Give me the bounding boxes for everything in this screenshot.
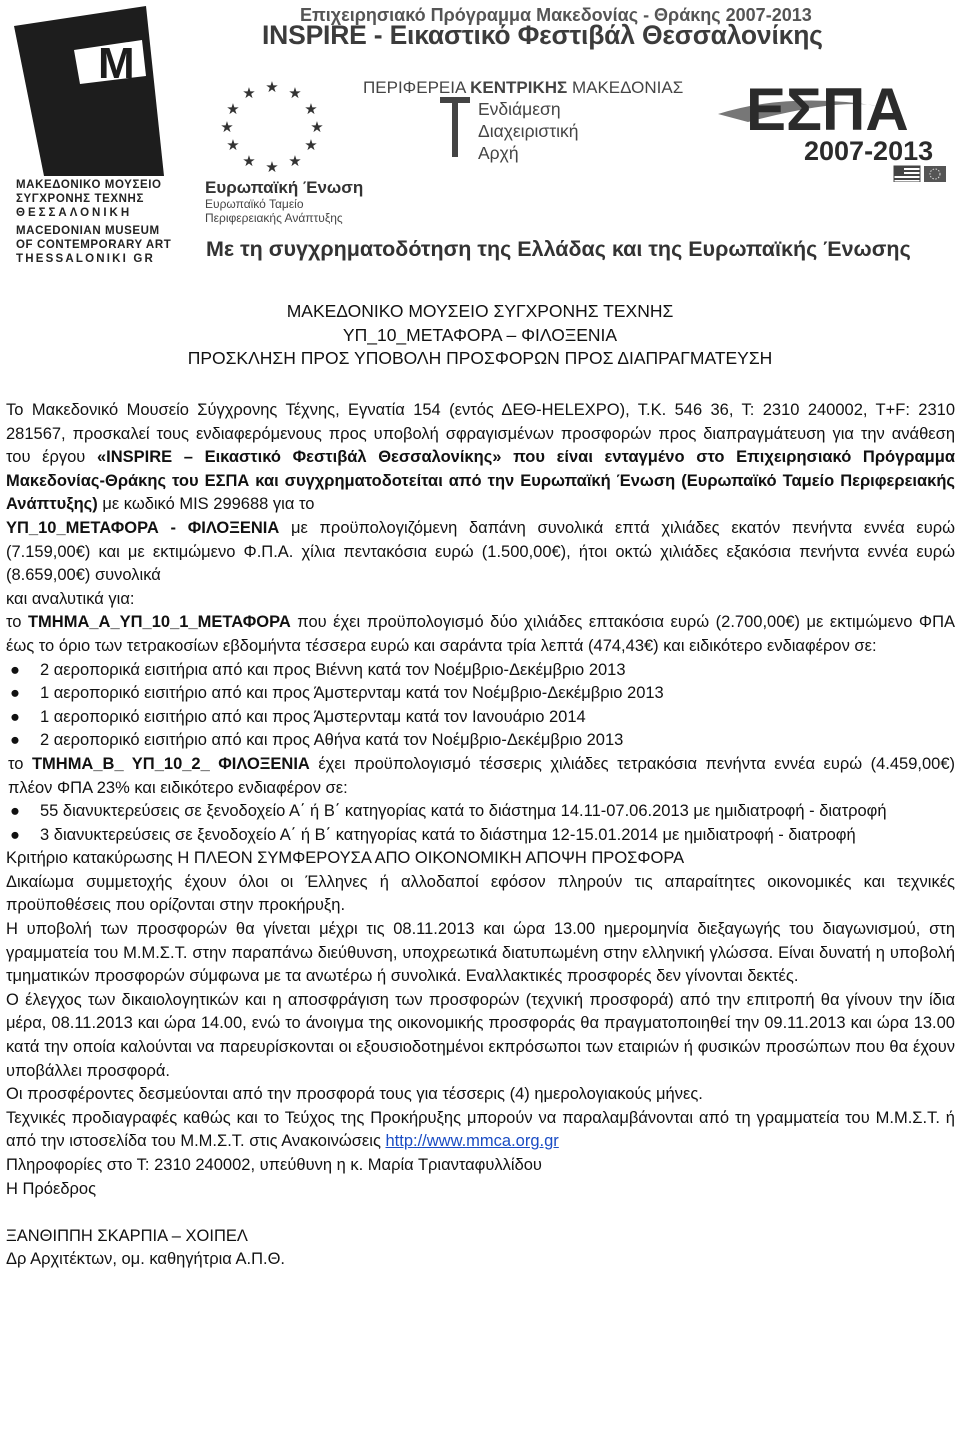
svg-text:★: ★: [226, 101, 240, 118]
eu-stars-icon: [207, 72, 337, 172]
museum-name-greek-line-1: ΜΑΚΕΔΟΝΙΚΟ ΜΟΥΣΕΙΟ: [16, 179, 162, 191]
svg-text:★: ★: [304, 137, 318, 154]
submission-paragraph: Η υποβολή των προσφορών θα γίνεται μέχρι τις 08.11.2013 και ώρα 13.00 ημερομηνία διεξαγωγής του διαγωνισμού, στη γραμματεία του Μ.Μ.Σ.Τ. στην παραπάνω διεύθυνση, υποχρεωτικά διατυπωμένη στην ελληνική γλώσσα. Είναι δυνατή η υποβολή τμηματικών προσφορών σύμφωνα με τα ανωτέρω ή συνολικά. Εναλλακτικές προσφορές δεν γίνονται δεκτές.: [6, 920, 955, 986]
svg-text:★: ★: [226, 137, 240, 154]
museum-name-english-line-1: MACEDONIAN MUSEUM: [16, 225, 160, 237]
bullet-icon: ●: [10, 707, 20, 726]
region-prefix: ΠΕΡΙΦΕΡΕΙΑ: [363, 78, 466, 97]
svg-text:★: ★: [265, 79, 279, 96]
list-item: [6, 706, 955, 730]
svg-text:★: ★: [220, 119, 234, 136]
greek-flag-icon: [894, 166, 920, 182]
part-a-prefix: το: [6, 613, 28, 632]
list-item-text: 2 αεροπορικό εισιτήριο από και προς Αθήνα κατά τον Νοέμβριο-Δεκέμβριο 2013: [40, 731, 624, 750]
spacer: [6, 1201, 955, 1225]
list-item: [6, 800, 955, 824]
authority-line-1: Ενδιάμεση: [478, 99, 561, 119]
svg-text:★: ★: [304, 101, 318, 118]
specs-text: Τεχνικές προδιαγραφές καθώς και το Τεύχος της Προκήρυξης μπορούν να παραλαμβάνονται από τη γραμματεία του Μ.Μ.Σ.Τ. ή από την ιστοσελίδα του Μ.Μ.Σ.Τ. στις Ανακοινώσεις: [6, 1108, 955, 1151]
list-item-text: 1 αεροπορικό εισιτήριο από και προς Άμστερνταμ κατά τον Ιανουάριο 2014: [40, 707, 586, 726]
list-item-text: 2 αεροπορικά εισιτήρια από και προς Βιέννη κατά τον Νοέμβριο-Δεκέμβριο 2013: [40, 660, 626, 679]
info-line: Πληροφορίες στο Τ: 2310 240002, υπεύθυνη η κ. Μαρία Τριανταφυλλίδου: [6, 1156, 542, 1174]
museum-name-greek-line-3: ΘΕΣΣΑΛΟΝΙΚΗ: [16, 207, 133, 219]
museum-name-greek-line-2: ΣΥΓΧΡΟΝΗΣ ΤΕΧΝΗΣ: [16, 193, 144, 205]
list-item: [6, 729, 955, 753]
list-item: [6, 682, 955, 706]
part-b-text: έχει προϋπολογισμό τέσσερις χιλιάδες τετρακόσια πενήντα εννέα ευρώ (4.459,00€) πλέον ΦΠΑ 23% και ειδικότερο ενδιαφέρον σε:: [8, 754, 956, 797]
bullet-icon: ●: [10, 684, 20, 703]
list-item-text: 55 διανυκτερεύσεις σε ξενοδοχείο Α΄ ή Β΄ κατηγορίας κατά το διάστημα 14.11-07.06.2013 με ημιδιατροφή - διατροφή: [40, 802, 887, 821]
region-name: [363, 76, 683, 100]
part-a-list: [6, 659, 955, 753]
bullet-icon: ●: [10, 825, 20, 844]
budget-paragraph: [6, 517, 955, 588]
intro-paragraph: [6, 399, 955, 517]
signer-name: ΞΑΝΘΙΠΠΗ ΣΚΑΡΠΙΑ – ΧΟΙΠΕΛ: [6, 1226, 248, 1245]
eu-flag-icon: [924, 166, 946, 182]
svg-text:★: ★: [288, 153, 302, 170]
intro-mis: με κωδικό MIS 299688 για το: [97, 495, 315, 514]
list-item-text: 1 αεροπορικό εισιτήριο από και προς Άμστερνταμ κατά τον Νοέμβριο-Δεκέμβριο 2013: [40, 684, 664, 703]
intro-text: Το Μακεδονικό Μουσείο Σύγχρονης Τέχνης, Εγνατία 154 (εντός ΔΕΘ-HELEXPO), Τ.Κ. 546 36, Τ: 2310 240002, Τ+F: 2310 281567, προσκαλεί τους ενδιαφερόμενους προς υποβολή σφραγισμένων προσφορών προς διαπραγμάτευση για την ανάθεση του έργου: [6, 401, 955, 467]
svg-text:★: ★: [242, 153, 256, 170]
list-item-text: 3 διανυκτερεύσεις σε ξενοδοχείο Α΄ ή Β΄ κατηγορίας κατά το διάστημα 12-15.01.2014 με ημιδιατροφή - διατροφή: [40, 825, 856, 844]
part-a-text: που έχει προϋπολογισμό δύο χιλιάδες επτακόσια ευρώ (2.700,00€) με εκτιμώμενο ΦΠΑ έως το όριο των τετρακοσίων εβδομήντα τέσσερα ευρώ και σαράντα τρία λεπτά (474,43€) και ειδικότερο ενδιαφέρον σε:: [6, 613, 955, 655]
award-criterion: Κριτήριο κατακύρωσης Η ΠΛΕΟΝ ΣΥΜΦΕΡΟΥΣΑ ΑΠΟ ΟΙΚΟΝΟΜΙΚΗ ΑΠΟΨΗ ΠΡΟΣΦΟΡΑ: [6, 849, 685, 868]
part-a-paragraph: [6, 611, 955, 658]
bullet-icon: ●: [10, 802, 20, 821]
part-b-code: ΤΜΗΜΑ_Β_ ΥΠ_10_2_ ΦΙΛΟΞΕΝΙΑ: [31, 754, 310, 773]
list-item: [6, 824, 955, 848]
document-header: [0, 0, 960, 290]
svg-text:★: ★: [310, 119, 324, 136]
eu-fund-name: [205, 197, 343, 225]
specs-paragraph: [6, 1107, 955, 1154]
part-b-list: [6, 800, 955, 847]
participation-right: Δικαίωμα συμμετοχής έχουν όλοι οι Έλληνες ή αλλοδαποί εφόσον πληρούν τις απαραίτητες οικονομικές και τεχνικές προϋποθέσεις που ορίζονται στην προκήρυξη.: [6, 872, 955, 915]
title-museum: ΜΑΚΕΔΟΝΙΚΟ ΜΟΥΣΕΙΟ ΣΥΓΧΡΟΝΗΣ ΤΕΧΝΗΣ: [286, 301, 674, 321]
managing-authority-icon: [440, 97, 470, 157]
binding-paragraph: Οι προσφέροντες δεσμεύονται από την προσφορά τους για τέσσερις (4) ημερολογιακούς μήνες.: [6, 1085, 703, 1104]
festival-title-line: INSPIRE - Εικαστικό Φεστιβάλ Θεσσαλονίκης: [262, 20, 823, 50]
document-body: [6, 399, 955, 1272]
svg-text:★: ★: [242, 85, 256, 102]
eu-name: Ευρωπαϊκή Ένωση: [205, 178, 364, 197]
eu-fund-line-1: Ευρωπαϊκό Ταμείο: [205, 197, 304, 211]
website-link[interactable]: http://www.mmca.org.gr: [385, 1132, 559, 1151]
part-a-code: ΤΜΗΜΑ_Α_ΥΠ_10_1_ΜΕΤΑΦΟΡΑ: [27, 613, 291, 632]
analytic-line: και αναλυτικά για:: [6, 589, 135, 608]
eu-fund-line-2: Περιφερειακής Ανάπτυξης: [205, 211, 343, 225]
region-suffix: ΜΑΚΕΔΟΝΙΑΣ: [571, 78, 684, 97]
list-item: [6, 659, 955, 683]
part-b-paragraph: [6, 753, 955, 800]
intro-bold-project: «INSPIRE – Εικαστικό Φεστιβάλ Θεσσαλονίκης» που είναι ενταγμένο στο Επιχειρησιακό Πρόγραμμα Μακεδονίας-Θράκης του ΕΣΠΑ και συγχρηματοδοτείται από την Ευρωπαϊκή Ένωση (Ευρωπαϊκό Ταμείο Περιφερειακής Ανάπτυξης): [6, 448, 955, 514]
title-invitation: ΠΡΟΣΚΛΗΣΗ ΠΡΟΣ ΥΠΟΒΟΛΗ ΠΡΟΣΦΟΡΩΝ ΠΡΟΣ ΔΙΑΠΡΑΓΜΑΤΕΥΣΗ: [187, 348, 773, 368]
region-bold: ΚΕΝΤΡΙΚΗΣ: [470, 78, 568, 97]
espa-years: 2007-2013: [804, 136, 934, 166]
bullet-icon: ●: [10, 731, 20, 750]
part-b-prefix: το: [8, 754, 32, 773]
title-project: ΥΠ_10_ΜΕΤΑΦΟΡΑ – ΦΙΛΟΞΕΝΙΑ: [342, 325, 618, 345]
espa-title: ΕΣΠΑ: [746, 76, 909, 143]
bullet-icon: ●: [10, 660, 20, 679]
museum-name-english-line-3: THESSALONIKI GR: [16, 253, 156, 265]
museum-logo-letter: M: [98, 39, 135, 88]
president-line: Η Πρόεδρος: [6, 1179, 97, 1198]
museum-name-english-line-2: OF CONTEMPORARY ART: [16, 239, 172, 251]
project-code: ΥΠ_10_ΜΕΤΑΦΟΡΑ - ΦΙΛΟΞΕΝΙΑ: [6, 518, 280, 537]
espa-logo: [718, 62, 948, 182]
museum-m-logo: [14, 6, 164, 176]
cofinance-statement: Με τη συγχρηματοδότηση της Ελλάδας και της Ευρωπαϊκής Ένωσης: [206, 237, 911, 261]
control-paragraph: Ο έλεγχος των δικαιολογητικών και η αποσφράγιση των προσφορών (τεχνική προσφορά) από την επιτροπή θα γίνουν την ίδια μέρα, 08.11.2013 και ώρα 14.00, ενώ το άνοιγμα της οικονομικής προσφοράς θα πραγματοποιηθεί την 09.11.2013 και ώρα 13.00 κατά την οποία καλούνται να παρευρίσκονται οι εξουσιοδοτημένοι εκπρόσωποι των εταιριών ή φυσικών προσώπων που θα έχουν υποβάλλει προσφορά.: [6, 990, 955, 1080]
authority-line-2: Διαχειριστική: [478, 121, 579, 141]
operational-program-line: Επιχειρησιακό Πρόγραμμα Μακεδονίας - Θράκης 2007-2013: [300, 5, 812, 25]
svg-text:★: ★: [265, 159, 279, 172]
authority-line-3: Αρχή: [478, 143, 519, 163]
svg-text:★: ★: [288, 85, 302, 102]
budget-text: με προϋπολογιζόμενη δαπάνη συνολικά επτά χιλιάδες εκατόν πενήντα εννέα ευρώ (7.159,00€) και με εκτιμώμενο Φ.Π.Α. χίλια πεντακόσια ευρώ (1.500,00€), ήτοι οκτώ χιλιάδες εξακόσια πενήντα εννέα ευρώ (8.659,00€) συνολικά: [6, 518, 955, 585]
signer-title: Δρ Αρχιτέκτων, ομ. καθηγήτρια Α.Π.Θ.: [6, 1250, 286, 1269]
